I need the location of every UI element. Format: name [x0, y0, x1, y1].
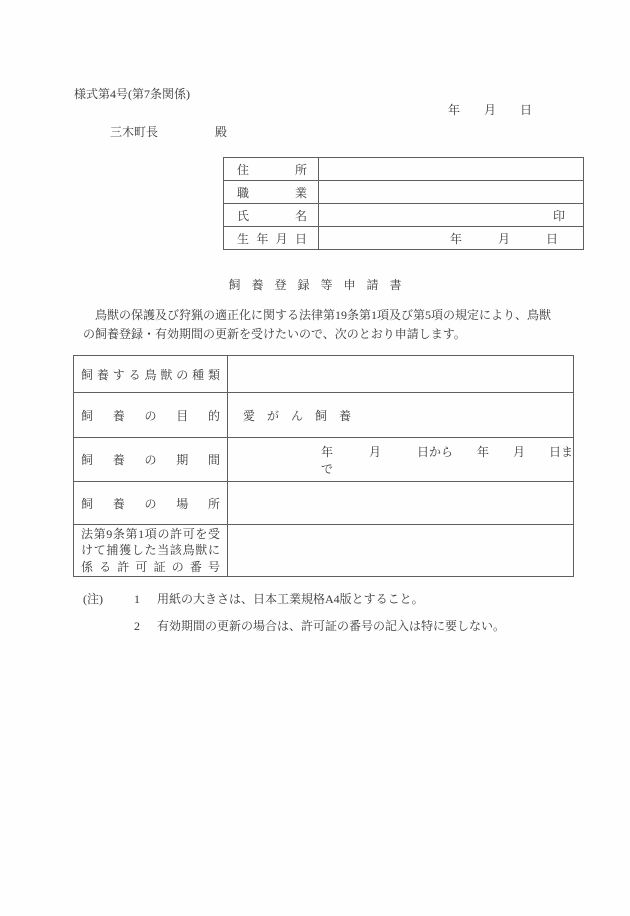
body-paragraph: [83, 306, 561, 344]
table-row-purpose: [74, 393, 574, 438]
application-detail-table: [73, 355, 574, 577]
birthdate-value-cell: 年 月 日: [319, 227, 584, 250]
name-value-cell: [319, 204, 584, 227]
place-label: 飼養の場所: [74, 482, 228, 525]
table-row-occupation: [224, 181, 584, 204]
form-number: 様式第4号(第7条関係): [74, 87, 190, 101]
species-value-cell: [228, 356, 574, 393]
table-row-birthdate: [224, 227, 584, 250]
note-1-number: 1: [134, 592, 140, 606]
occupation-value-cell: [319, 181, 584, 204]
permit-number-label: 法第9条第1項の許可を受けて捕獲した当該鳥獣に係る許可証の番号: [74, 525, 228, 577]
permit-number-value-cell: [228, 525, 574, 577]
note-item-2: [83, 619, 505, 634]
table-row-period: [74, 438, 574, 482]
name-label: 氏名: [224, 204, 319, 227]
occupation-label: 職業: [224, 181, 319, 204]
note-heading: (注): [83, 592, 103, 606]
addressee-honorific: 殿: [215, 125, 228, 139]
period-label: 飼養の期間: [74, 438, 228, 482]
place-value-cell: [228, 482, 574, 525]
note-2-text: 有効期間の更新の場合は、許可証の番号の記入は特に要しない。: [157, 619, 506, 633]
address-value-cell: [319, 158, 584, 181]
body-paragraph-line1: 鳥獣の保護及び狩猟の適正化に関する法律第19条第1項及び第5項の規定により、鳥獣: [83, 308, 552, 322]
table-row-address: [224, 158, 584, 181]
note-item-1: [83, 592, 424, 607]
applicant-info-table: [223, 157, 584, 250]
date-line: 年 月 日: [447, 103, 532, 117]
page-title: 飼養登録等申請書: [228, 278, 413, 292]
address-label: 住所: [224, 158, 319, 181]
note-heading-spacer: [83, 619, 134, 634]
table-row-name: [224, 204, 584, 227]
body-paragraph-line2: の飼養登録・有効期間の更新を受けたいので、次のとおり申請します。: [83, 327, 466, 341]
seal-mark: 印: [552, 208, 565, 223]
table-row-species: [74, 356, 574, 393]
period-value-cell: 年 月 日から 年 月 日まで: [228, 438, 574, 482]
purpose-label: 飼養の目的: [74, 393, 228, 438]
table-row-permit-number: [74, 525, 574, 577]
note-2-number: 2: [134, 619, 140, 633]
addressee-line: [110, 125, 227, 139]
birthdate-label: 生年月日: [224, 227, 319, 250]
note-1-text: 用紙の大きさは、日本工業規格A4版とすること。: [157, 592, 424, 606]
table-row-place: [74, 482, 574, 525]
purpose-value-cell: 愛 が ん 飼 養: [228, 393, 574, 438]
species-label: 飼養する鳥獣の種類: [74, 356, 228, 393]
addressee-name: 三木町長: [110, 125, 159, 139]
